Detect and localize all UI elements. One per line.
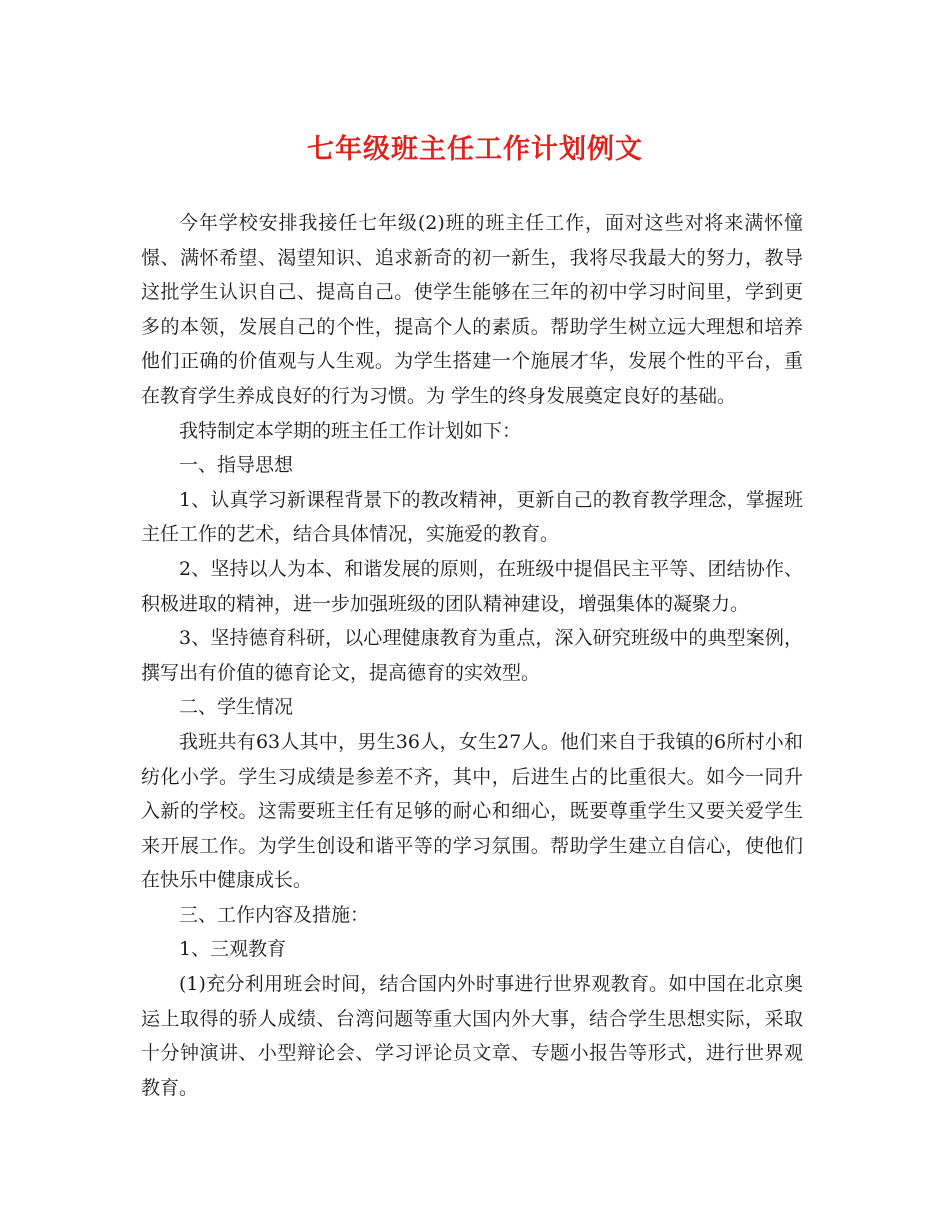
document-title: 七年级班主任工作计划例文 [307,134,643,165]
section-heading-work-measures: 三、工作内容及措施： [179,903,370,926]
paragraph-worldview-education: (1)充分利用班会时间，结合国内外时事进行世界观教育。如中国在北京奥运上取得的骄人成绩、台湾问题等重大国内外大事，结合学生思想实际，采取十分钟演讲、小型辩论会、学习评论员文章、专题小报告等形式，进行世界观教育。 [141,973,803,1099]
paragraph-plan-lead: 我特制定本学期的班主任工作计划如下： [179,419,522,442]
paragraph-item-2: 2、坚持以人为本、和谐发展的原则，在班级中提倡民主平等、团结协作、积极进取的精神，进一步加强班级的团队精神建设，增强集体的凝聚力。 [141,557,803,615]
paragraph-student-situation: 我班共有63人其中，男生36人，女生27人。他们来自于我镇的6所村小和纺化小学。学生习成绩是参差不齐，其中，后进生占的比重很大。如今一同升入新的学校。这需要班主任有足够的耐心和细心，既要尊重学生又要关爱学生来开展工作。为学生创设和谐平等的学习氛围。帮助学生建立自信心，使他们在快乐中健康成长。 [141,730,803,892]
paragraph-item-3: 3、坚持德育科研，以心理健康教育为重点，深入研究班级中的典型案例，撰写出有价值的德育论文，提高德育的实效型。 [141,627,803,684]
section-heading-student-situation: 二、学生情况 [179,696,294,719]
document-body [141,206,803,1105]
subheading-three-views-education: 1、三观教育 [179,938,287,961]
section-heading-guiding-ideology: 一、指导思想 [179,454,294,477]
paragraph-intro: 今年学校安排我接任七年级(2)班的班主任工作，面对这些对将来满怀憧憬、满怀希望、渴望知识、追求新奇的初一新生，我将尽我最大的努力，教导这批学生认识自己、提高自己。使学生能够在三年的初中学习时间里，学到更多的本领，发展自己的个性，提高个人的素质。帮助学生树立远大理想和培养他们正确的价值观与人生观。为学生搭建一个施展才华，发展个性的平台，重在教育学生养成良好的行为习惯。为 学生的终身发展奠定良好的基础。 [141,212,803,407]
paragraph-item-1: 1、认真学习新课程背景下的教改精神，更新自己的教育教学理念，掌握班主任工作的艺术，结合具体情况，实施爱的教育。 [141,488,803,546]
